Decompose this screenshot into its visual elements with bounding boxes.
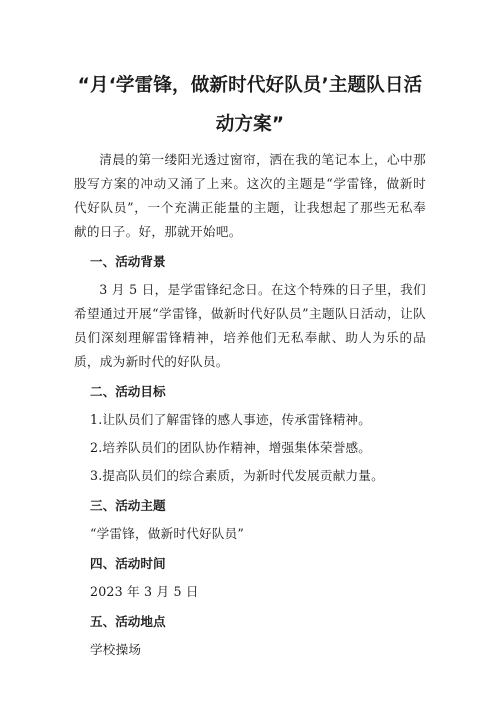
goal-item: 1.让队员们了解雷锋的感人事迹，传承雷锋精神。 xyxy=(90,412,372,427)
section-heading-theme: 三、活动主题 xyxy=(90,498,166,513)
location-value: 学校操场 xyxy=(90,642,142,657)
title-line-1: “月‘学雷锋，做新时代好队员’主题队日活 xyxy=(77,75,423,96)
background-paragraph: 3 月 5 日，是学雷锋纪念日。在这个特殊的日子里，我们希望通过开展“学雷锋，做新时代好队员”主题队日活动，让队员们深刻理解雷锋精神，培养他们无私奉献、助人为乐的品质，成为新时代的好队员。 xyxy=(74,282,426,369)
section-heading-location: 五、活动地点 xyxy=(90,614,166,629)
time-value: 2023 年 3 月 5 日 xyxy=(90,584,199,599)
goal-item: 2.培养队员们的团队协作精神，增强集体荣誉感。 xyxy=(90,440,372,455)
title-line-2: 动方案” xyxy=(215,114,285,135)
intro-paragraph: 清晨的第一缕阳光透过窗帘，洒在我的笔记本上，心中那股写方案的冲动又涌了上来。这次的主题是“学雷锋，做新时代好队员”，一个充满正能量的主题，让我想起了那些无私奉献的日子。好，那就开始吧。 xyxy=(74,152,426,239)
theme-value: “学雷锋，做新时代好队员” xyxy=(90,526,245,541)
goal-item: 3.提高队员们的综合素质，为新时代发展贡献力量。 xyxy=(90,468,384,483)
document-title xyxy=(74,66,426,144)
section-heading-time: 四、活动时间 xyxy=(90,556,166,571)
section-heading-goals: 二、活动目标 xyxy=(90,384,166,399)
section-heading-background: 一、活动背景 xyxy=(90,254,166,269)
